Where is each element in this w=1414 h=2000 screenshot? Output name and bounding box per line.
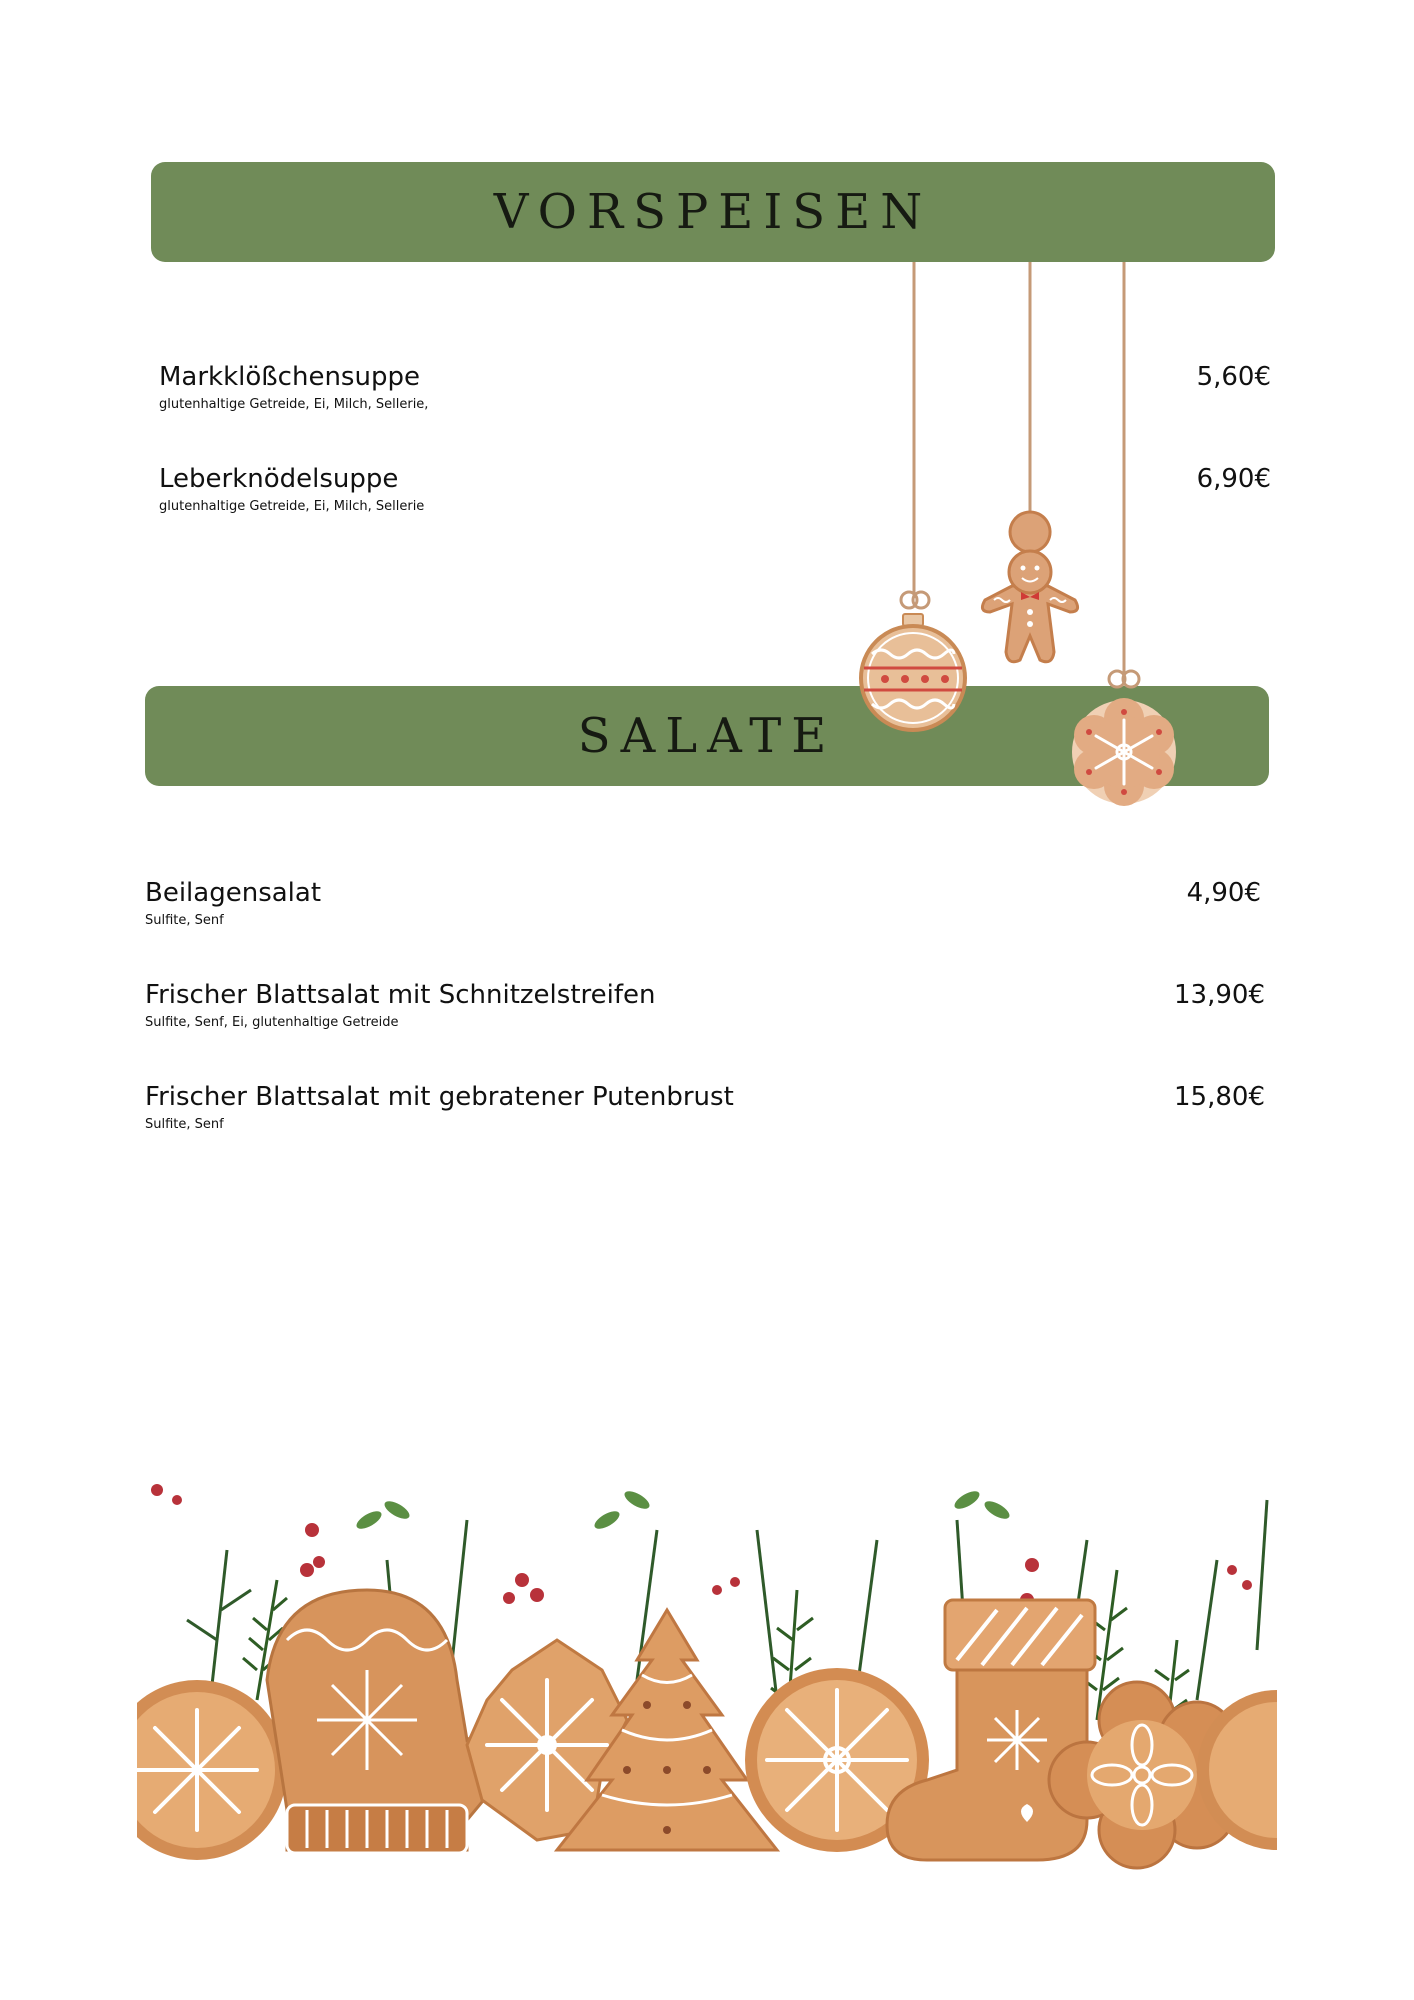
item-price: 4,90€ <box>1186 878 1261 908</box>
menu-item <box>145 980 655 1030</box>
hanging-ornaments <box>0 0 1414 830</box>
item-price: 13,90€ <box>1174 980 1265 1010</box>
bauble-ornament-icon <box>861 592 965 730</box>
item-price: 5,60€ <box>1196 362 1271 392</box>
gingerbread-cookie-garland-illustration <box>137 1470 1277 1880</box>
item-allergens: glutenhaltige Getreide, Ei, Milch, Sellerie <box>159 499 425 514</box>
item-name: Beilagensalat <box>145 878 322 908</box>
section-title: VORSPEISEN <box>493 184 933 240</box>
snowflake-cookie-ornament-icon <box>1072 671 1176 806</box>
item-name: Frischer Blattsalat mit gebratener Putenbrust <box>145 1082 734 1112</box>
item-allergens: glutenhaltige Getreide, Ei, Milch, Sellerie, <box>159 397 429 412</box>
item-allergens: Sulfite, Senf <box>145 1117 224 1132</box>
item-name: Markklößchensuppe <box>159 362 420 392</box>
gingerbread-man-ornament-icon <box>982 512 1077 662</box>
menu-item <box>145 878 321 928</box>
item-price: 6,90€ <box>1196 464 1271 494</box>
section-title: SALATE <box>577 708 837 764</box>
item-name: Leberknödelsuppe <box>159 464 399 494</box>
item-allergens: Sulfite, Senf <box>145 913 224 928</box>
item-allergens: Sulfite, Senf, Ei, glutenhaltige Getreide <box>145 1015 399 1030</box>
item-price: 15,80€ <box>1174 1082 1265 1112</box>
item-name: Frischer Blattsalat mit Schnitzelstreifen <box>145 980 656 1010</box>
menu-item <box>145 1082 734 1132</box>
round-cookie-icon <box>137 1680 287 1860</box>
